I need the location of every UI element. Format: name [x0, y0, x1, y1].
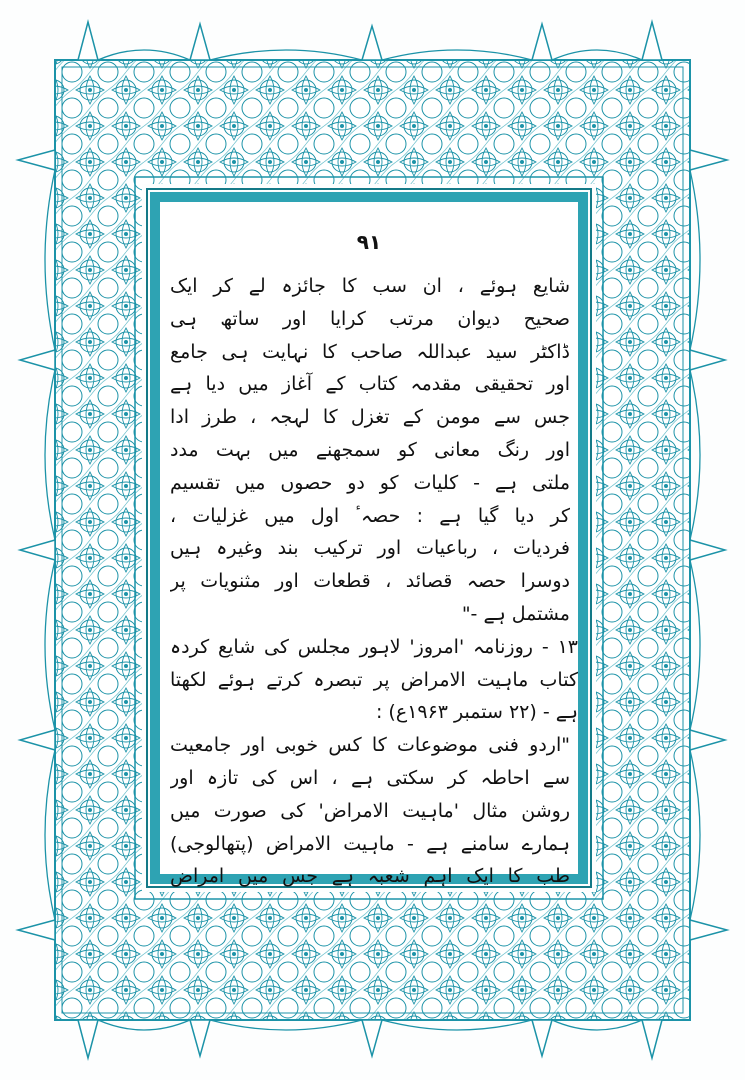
quote-line: روشن مثال 'ماہیت الامراض' کی صورت میں	[170, 799, 570, 822]
page-number: ۹۱	[356, 230, 382, 254]
text-line: کر دیا گیا ہے : حصہٴ اول میں غزلیات ،	[170, 504, 570, 527]
text-line: ہے - (۲۲ ستمبر ۱۹۶۳ع) :	[375, 701, 578, 724]
text-line: شایع ہوئے ، ان سب کا جائزہ لے کر ایک	[170, 275, 570, 297]
text-line: مشتمل ہے -"	[461, 602, 570, 625]
text-line-numbered: ۱۳ - روزنامہ 'امروز' لاہور مجلس کی شایع کردہ	[170, 635, 578, 658]
body-text	[170, 270, 578, 893]
text-area	[168, 208, 578, 888]
text-panel	[150, 192, 588, 888]
text-line: اور تحقیقی مقدمہ کتاب کے آغاز میں دیا ہے	[170, 373, 570, 396]
quote-line: ہمارے سامنے ہے - ماہیت الامراض (پتھالوجی)	[170, 832, 570, 855]
text-line: اور رنگ معانی کو سمجھنے میں بہت مدد	[170, 438, 570, 461]
quote-line: سے احاطہ کر سکتی ہے ، اس کی تازہ اور	[170, 766, 570, 789]
text-line: فردیات ، رباعیات اور ترکیب بند وغیرہ ہیں	[170, 537, 570, 560]
text-line: ڈاکٹر سید عبداللہ صاحب کا نہایت ہی جامع	[170, 340, 570, 363]
quote-line: طب کا ایک اہم شعبہ ہے جس میں امراض	[170, 865, 570, 888]
text-line: دوسرا حصہ قصائد ، قطعات اور مثنویات پر	[170, 570, 570, 593]
text-line: ملتی ہے - کلیات کو دو حصوں میں تقسیم	[170, 471, 570, 494]
text-line: صحیح دیوان مرتب کرایا اور ساتھ ہی	[170, 307, 570, 330]
text-line: جس سے مومن کے تغزل کا لہجہ ، طرز ادا	[170, 406, 570, 429]
quote-line: "اردو فنی موضوعات کا کس خوبی اور جامعیت	[170, 734, 570, 757]
text-line: کتاب ماہیت الامراض پر تبصرہ کرتے ہوئے لکھتا	[170, 668, 578, 691]
